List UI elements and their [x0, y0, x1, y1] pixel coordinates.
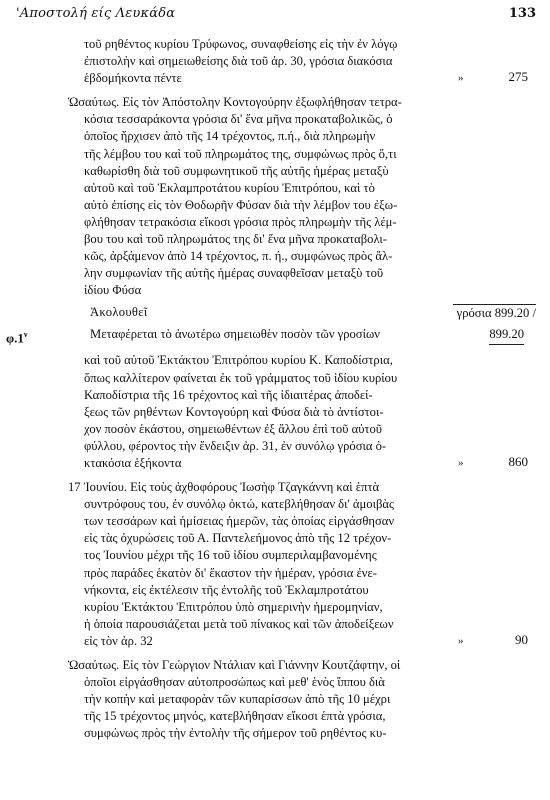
text-line: βου του καὶ τοῦ πληρωμάτος της δι' ἕνα μῆνα προκαταβολι- [84, 232, 387, 247]
text-line: Καποδίστρια τῆς 16 τρέχοντος καὶ τῆς ἰδιαιτέρας ἀποδεί- [84, 387, 373, 402]
text-line: συμφώνως πρὸς τὴν ἐντολὴν τῆς σήμερον τοῦ ρηθέντος κυ- [84, 726, 387, 741]
folio-marker: $\varphi.1^\nu$ [6, 330, 28, 346]
text-line: αὐτὸ ἐπίσης εἰς τὸν Θοδωρῆν Φύσαν διὰ τὴν λέμβον του ἐξω- [84, 197, 398, 212]
text-line: συντρόφους του, ἐν συνόλῳ ὀκτώ, κατεβλήθησαν δι' ἀμοιβὰς [84, 497, 394, 512]
text-line: φλήθησαν τετρακόσια εἴκοσι γρόσια πρὸς πληρωμὴν τῆς λέμ- [84, 214, 397, 229]
running-title: 'Αποστολή είς Λευκάδα [16, 6, 176, 21]
text-line: ἰδίου Φύσα [84, 283, 142, 298]
text-line: εἰς τὸν ἀρ. 32 [84, 633, 153, 648]
ditto-marker: » [458, 634, 464, 647]
text-line: 17 Ἰουνίου. Εἰς τοὺς ἀχθοφόρους Ἰωσὴφ Τζαγκάννη καὶ ἑπτὰ [68, 480, 380, 495]
entry-amount [450, 453, 528, 472]
page-header [16, 6, 536, 26]
amount-value: 90 [515, 631, 528, 647]
text-line: ξεως τῶν ρηθέντων Κοντογούρη καὶ Φύσα διὰ τὸ ἀντίστοι- [84, 404, 384, 419]
amount-value: 860 [508, 453, 528, 469]
entry-amount [450, 631, 528, 650]
text-line: κτακόσια ἑξήκοντα [84, 455, 182, 470]
ditto-marker: » [458, 456, 464, 469]
ledger-entry-3 [28, 352, 528, 472]
transfer-sum: 899.20 [489, 326, 524, 344]
carry-over-sum: γρόσια 899.20 / [453, 304, 536, 322]
text-line: εἰς τὰς ὀχυρώσεις τοῦ Α. Παντελεήμονος ἀπὸ τῆς 12 τρέχον- [84, 531, 392, 546]
text-line: ἑβδομήκοντα πέντε [84, 71, 182, 86]
text-line: ἐπιστολὴν καὶ σημειωθείσης διὰ τοῦ ἀρ. 30, γρόσια διακόσια [84, 54, 393, 69]
text-line: ὁποῖος ἤρχισεν ἀπὸ τῆς 14 τρέχοντος, π.ή., διὰ πληρωμὴν [84, 129, 376, 144]
text-line: κόσια τεσσαράκοντα γρόσια δι' ἕνα μῆνα προκαταβολικῶς, ὁ [84, 112, 393, 127]
text-line: Ὡσαύτως. Εἰς τὸν Ἀπόστολην Κοντογούρην ἐξωφλήθησαν τετρα- [68, 95, 402, 110]
text-line: ὁποῖοι εἰργάσθησαν αὐτοπροσώπως καὶ μεθ' ἑνὸς ἵππου διὰ [84, 675, 385, 690]
folio-transfer-row [6, 324, 528, 346]
document-body [6, 36, 536, 749]
text-line: καθωρίσθη διὰ τοῦ συμφωνητικοῦ τῆς αὐτῆς ἡμέρας μεταξὺ [84, 163, 389, 178]
text-line: λην συμφωνίαν τῆς αὐτῆς ἡμέρας συναφθεῖσαν μεταξὺ τοῦ [84, 266, 384, 281]
ledger-entry-5 [28, 657, 528, 742]
entry-amount [450, 68, 528, 87]
text-line: τῆς λέμβου του καὶ τοῦ πληρωμάτος της, συμφώνως πρὸς ὅ,τι [84, 146, 397, 161]
transfer-text: Μεταφέρεται τὸ ἀνωτέρω σημειωθὲν ποσὸν τῶν γροσίων [90, 327, 380, 342]
text-line: κυρίου Ἐκτάκτου Ἐπιτρόπου ὑπὸ σημερινὴν ἡμερομηνίαν, [84, 599, 383, 614]
text-line: φύλλου, φέροντος τὴν ἔνδειξιν ἀρ. 31, ἐν συνόλῳ γρόσια ὀ- [84, 438, 387, 453]
text-line: ὅπως καλλίτερον φαίνεται ἐκ τοῦ γράμματος τοῦ ἰδίου κυρίου [84, 370, 398, 385]
text-line: νήκοντα, εἰς ἐκτέλεσιν τῆς ἐντολῆς τοῦ Ἐκλαμπροτάτου [84, 582, 369, 597]
ditto-marker: » [458, 72, 464, 85]
ledger-entry-2 [28, 94, 528, 299]
text-line: χον ποσὸν ἑκάστου, σημειωθέντων ἐξ ἄλλου ἐπὶ τοῦ αὐτοῦ [84, 421, 383, 436]
text-line: τοῦ ρηθέντος κυρίου Τρύφωνος, συναφθείσης εἰς τὴν ἐν λόγῳ [84, 37, 398, 51]
page-number: 133 [508, 6, 536, 21]
ledger-entry-1 [28, 36, 528, 87]
text-line: τος Ἰουνίου μέχρι τῆς 16 τοῦ ἰδίου συμπεριλαμβανομένης [84, 548, 377, 563]
amount-value: 275 [508, 69, 528, 85]
text-line: αὐτοῦ καὶ τοῦ Ἐκλαμπροτάτου κυρίου Ἐπιτρόπου, καὶ τὸ [84, 180, 375, 195]
text-line: των τεσσάρων καὶ ἡμίσειας ἡμερῶν, τὰς ὁποίας εἰργάσθησαν [84, 514, 395, 529]
ledger-entry-4 [28, 479, 528, 650]
carry-over-label: Ἀκολουθεῖ [90, 305, 148, 320]
text-line: καὶ τοῦ αὐτοῦ Ἐκτάκτου Ἐπιτρόπου κυρίου Κ. Καποδίστρια, [84, 353, 393, 368]
text-line: ἡ ὁποία παρουσιάζεται μετὰ τοῦ πίνακος καὶ τῶν ἀποδείξεων [84, 616, 394, 631]
text-line: Ὡσαύτως. Εἰς τὸν Γεώργιον Ντάλιαν καὶ Γιάννην Κουτζάφτην, οἱ [68, 658, 401, 672]
text-line: κῶς, ἀρξάμενον ἀπὸ 14 τρέχοντος, π. ή., συμφώνως πρὸς ἄλ- [84, 249, 393, 264]
text-line: πρὸς παράδες ἑκατὸν δι' ἕκαστον τὴν ἡμέραν, γρόσια ἐνε- [84, 565, 377, 580]
text-line: τῆς 15 τρέχοντος μηνός, κατεβλήθησαν εἴκοσι ἑπτὰ γρόσια, [84, 709, 386, 724]
carry-over-row [28, 304, 536, 322]
text-line: τὴν κοπὴν καὶ μεταφορὰν τῶν κυπαρίσσων ἀπὸ τῆς 10 μέχρι [84, 692, 391, 707]
